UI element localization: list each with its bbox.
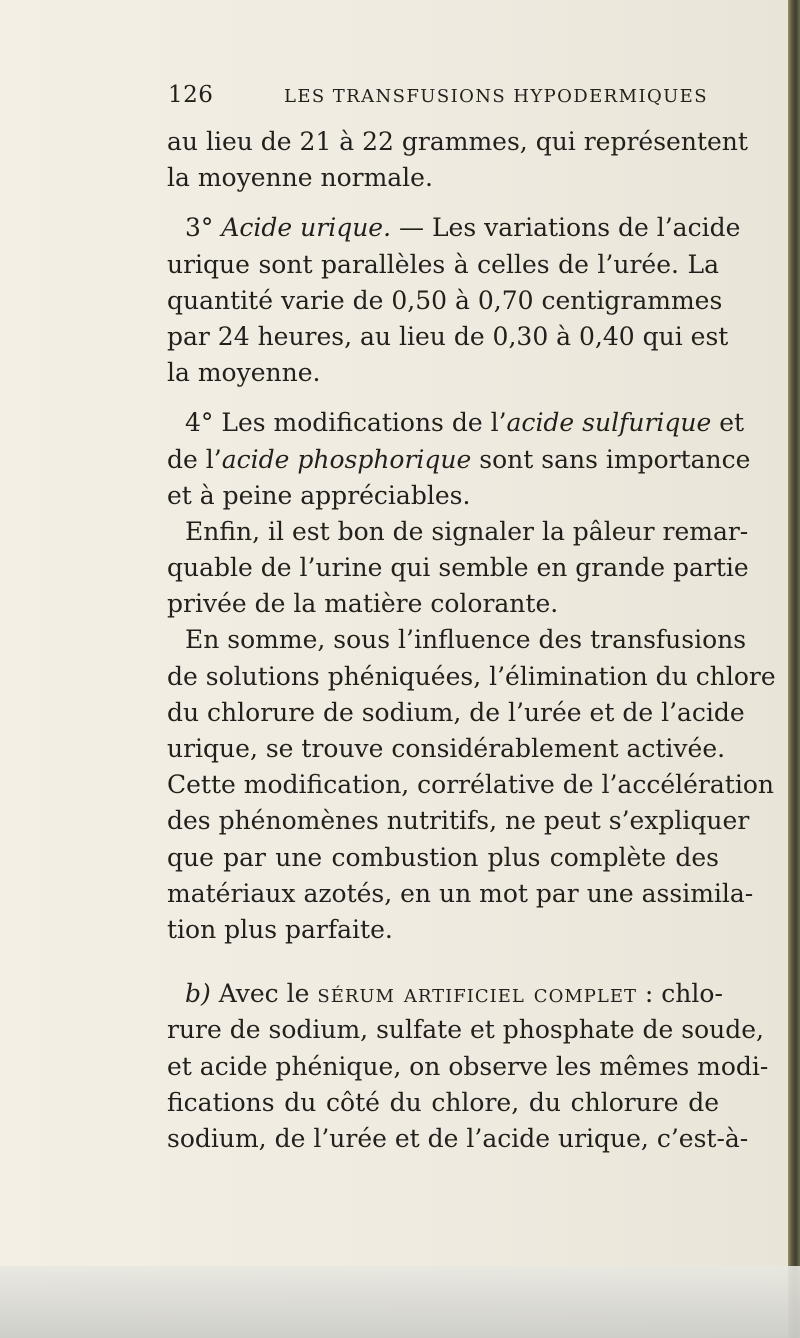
text-line — [167, 405, 745, 441]
section-term: Acide urique. — [221, 213, 392, 243]
text-line — [167, 442, 751, 478]
text-line: En somme, sous l’influence des transfusions — [185, 625, 747, 655]
text-fragment: — Les variations de l’acide — [391, 213, 741, 243]
text-line: sodium, de l’urée et de l’acide urique, c’est-à- — [167, 1123, 749, 1153]
text-line: de solutions phéniquées, l’élimination du chlore — [167, 661, 776, 691]
text-line: urique, se trouve considérablement activée. — [167, 734, 726, 763]
book-edge — [788, 0, 800, 1338]
text-line — [167, 976, 723, 1012]
text-line: la moyenne normale. — [167, 163, 433, 193]
paragraph-gap — [167, 196, 719, 210]
text-line: tion plus parfaite. — [167, 914, 393, 944]
page-header — [168, 82, 708, 124]
text-line: des phénomènes nutritifs, ne peut s’expliquer — [167, 806, 750, 836]
small-caps-term: sérum artificiel complet — [317, 979, 637, 1009]
text-line: du chlorure de sodium, de l’urée et de l’acide — [167, 697, 745, 727]
numbered-label: 3° — [185, 213, 222, 243]
paragraph-gap — [167, 391, 719, 405]
text-fragment: 4° Les modifications de l’ — [185, 408, 507, 438]
text-fragment: Avec le — [210, 979, 318, 1009]
text-line: quable de l’urine qui semble en grande partie — [167, 553, 749, 583]
text-line — [167, 210, 741, 246]
text-fragment: sont sans importance — [471, 444, 751, 474]
text-line: Enfin, il est bon de signaler la pâleur remar- — [185, 516, 749, 546]
page-number: 126 — [168, 82, 214, 108]
text-line: la moyenne. — [167, 358, 321, 388]
text-line: fications du côté du chlore, du chlorure de — [167, 1087, 719, 1117]
text-line: que par une combustion plus complète des — [167, 842, 719, 872]
text-line: et acide phénique, on observe les mêmes modi- — [167, 1051, 769, 1081]
text-fragment: : chlo- — [636, 979, 723, 1009]
text-line: au lieu de 21 à 22 grammes, qui représentent — [167, 127, 748, 156]
text-fragment: de l’ — [167, 444, 222, 474]
text-line: quantité varie de 0,50 à 0,70 centigrammes — [167, 285, 723, 315]
italic-term: acide sulfurique — [506, 408, 712, 438]
running-head: LES TRANSFUSIONS HYPODERMIQUES — [284, 86, 708, 107]
text-line: matériaux azotés, en un mot par une assimila- — [167, 878, 754, 908]
bottom-shadow — [0, 1266, 800, 1338]
text-line: urique sont parallèles à celles de l’urée. La — [167, 249, 719, 279]
subsection-label: b) — [185, 979, 211, 1009]
paragraph-gap — [167, 948, 719, 976]
text-line: privée de la matière colorante. — [167, 589, 559, 619]
text-line: par 24 heures, au lieu de 0,30 à 0,40 qui est — [167, 321, 729, 351]
italic-term: acide phosphorique — [221, 444, 472, 474]
text-line: rure de sodium, sulfate et phosphate de soude, — [167, 1015, 764, 1045]
text-line: Cette modification, corrélative de l’accélération — [167, 770, 774, 800]
text-fragment: et — [711, 408, 745, 438]
text-line: et à peine appréciables. — [167, 480, 471, 510]
main-text — [167, 124, 776, 1157]
